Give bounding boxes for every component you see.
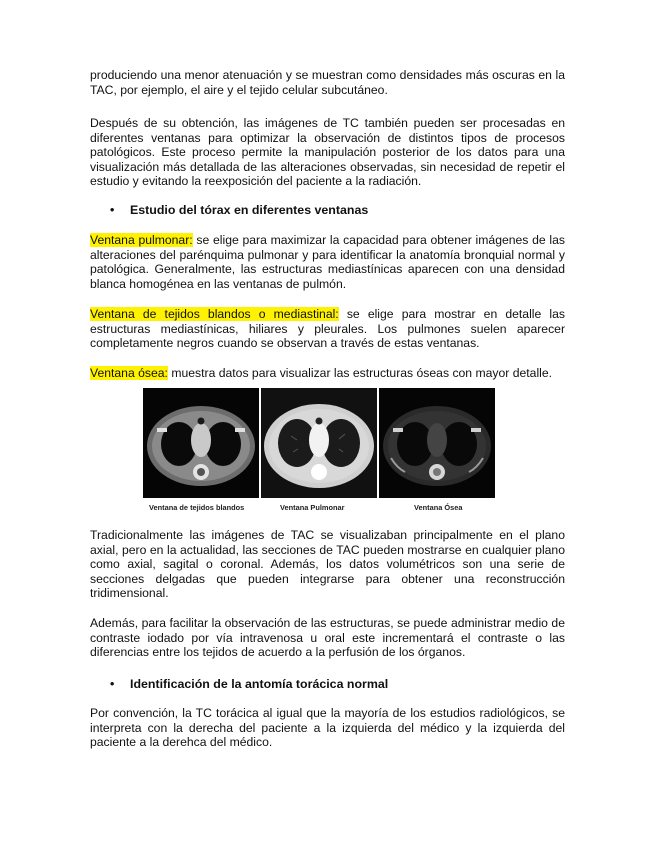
paragraph-processing: Después de su obtención, las imágenes de TC también pueden ser procesadas en diferentes ventanas para optimizar la observación de distintos tipos de procesos patológicos. Este proceso permite la manipulación posterior de los datos para una visualización más detallada de las alteraciones observadas, sin necesidad de repetir el estudio y evitando la reexposición del paciente a la radiación. [90, 116, 565, 189]
ct-windows-figure [143, 388, 495, 518]
bullet-normal-anatomy-text: Identificación de la antomía torácica normal [130, 677, 389, 691]
bullet-thorax-windows-text: Estudio del tórax en diferentes ventanas [130, 203, 369, 217]
bullet-icon: • [110, 203, 115, 217]
lung-window-text: se elige para maximizar la capacidad para obtener imágenes de las alteraciones del parénquima pulmonar y para identificar la anatomía bronquial normal y patológica. Generalmente, las estructuras mediastínicas aparecen con una densidad blanca homogénea en las ventanas de pulmón. [90, 233, 565, 291]
paragraph-lung-window [90, 233, 565, 291]
paragraph-bone-window [90, 366, 565, 381]
paragraph-contrast: Además, para facilitar la observación de las estructuras, se puede administrar medio de contraste iodado por vía intravenosa u oral este incrementará el contraste o las diferencias entre los tejidos de acuerdo a la perfusión de los órganos. [90, 616, 565, 660]
bullet-normal-anatomy [110, 677, 388, 691]
bullet-thorax-windows [110, 203, 368, 217]
paragraph-soft-tissue-window [90, 307, 565, 351]
highlight-soft-tissue-window: Ventana de tejidos blandos o mediastinal: [90, 307, 339, 321]
paragraph-attenuation: produciendo una menor atenuación y se muestran como densidades más oscuras en la TAC, por ejemplo, el aire y el tejido celular subcutáneo. [90, 68, 565, 97]
ct-image-bone [379, 388, 495, 498]
paragraph-convention: Por convención, la TC torácica al igual que la mayoría de los estudios radiológicos, se interpreta con la derecha del paciente a la izquierda del médico y la izquierda del paciente a la derehca del médico. [90, 706, 565, 750]
caption-lung: Ventana Pulmonar [280, 503, 345, 512]
ct-image-soft-tissue [143, 388, 259, 498]
caption-bone: Ventana Ósea [414, 503, 463, 512]
highlight-lung-window: Ventana pulmonar: [90, 233, 193, 247]
bone-window-text: muestra datos para visualizar las estructuras óseas con mayor detalle. [167, 366, 553, 380]
paragraph-planes: Tradicionalmente las imágenes de TAC se visualizaban principalmente en el plano axial, pero en la actualidad, las secciones de TAC pueden mostrarse en cualquier plano como axial, sagital o coronal. Además, los datos volumétricos son una serie de secciones delgadas que pueden integrarse para obtener una reconstrucción tridimensional. [90, 528, 565, 601]
bullet-icon: • [110, 677, 115, 691]
caption-soft-tissue: Ventana de tejidos blandos [149, 503, 245, 512]
ct-image-lung [261, 388, 377, 498]
figure-captions [143, 503, 495, 517]
highlight-bone-window: Ventana ósea: [90, 366, 168, 380]
soft-tissue-window-text: se elige para mostrar en detalle las estructuras mediastínicas, hiliares y pleurales. Los pulmones suelen aparecer completamente negros cuando se observan a través de estas ventanas. [90, 307, 565, 351]
